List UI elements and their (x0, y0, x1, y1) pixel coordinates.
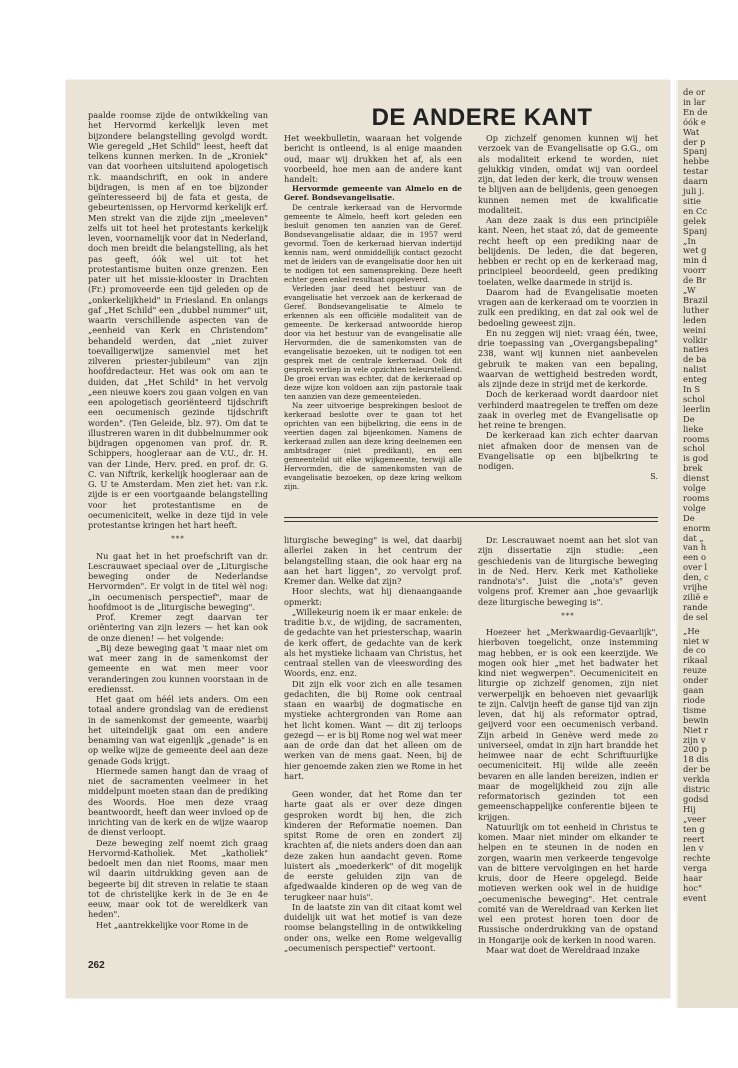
next-page-text-fragment: ten g (683, 823, 705, 834)
next-page-text-fragment: niet w (683, 635, 710, 646)
section-divider-stars: *** (561, 611, 575, 620)
next-page-text-fragment: Brazil (683, 294, 708, 305)
next-page-text-fragment: onder (683, 675, 708, 686)
paragraph: „Bij deze beweging gaat 't maar niet om wat meer zang in de samenkomst der gemeente en wat men meer voor veranderingen zou kunnen voorstaan in de erediensst. (88, 642, 268, 694)
next-page-text-fragment: naties (683, 344, 709, 355)
next-page-text-fragment: leden (683, 314, 707, 325)
next-page-text-fragment: „W (683, 285, 696, 295)
next-page-text-fragment: len v (683, 843, 704, 854)
next-page-text-fragment: In S (683, 384, 701, 394)
paragraph: Dr. Lescrauwaet noemt aan het slot van zijn dissertatie zijn studie: „een geschiedenis van de liturgische beweging in de Ned. Herv. Kerk met Katholieke randnota's". Juist die „nota's" geven volgens prof. Kremer aan „hoe gevaarlijk deze liturgische beweging is". (478, 535, 658, 607)
paragraph: paalde roomse zijde de ontwikkeling van het Hervormd kerkelijk leven met bijzondere belangstelling gevolgd wordt. Wie geregeld „Het Schild" leest, heeft dat telkens kunnen merken. In de „Kroniek" van dat voorheen uitsluitend apologetisch r.k. maandschrift, en ook in andere bijdragen, is men af en toe bijzonder geïnteresseerd bij de fata et gesta, de gebeurtenissen, op Hervormd kerkelijk erf. Men strekt van die zijde zijn „meeleven" zelfs uit tot heel het protestants kerkelijk leven, voornamelijk voor dat in Nederland, doch men breidt die belangstelling, als het pas geeft, óók wel uit tot het protestantisme buiten onze grenzen. Een pater uit het missie-klooster in Drachten (Fr.) promoveerde een tijd geleden op de „onkerkelijkheid" in Friesland. En onlangs gaf „Het Schild" een „dubbel nummer" uit, waarin verschillende aspecten van de „eenheid van Kerk en Christendom" behandeld werden, dat „niet zuiver toevalligerwijze samenviel met het zilveren priester-jubileum" van zijn hoofdredacteur. Het was ook om aan te duiden, dat „Het Schild" in het vervolg „een nieuwe koers zou gaan volgen en van een apologetisch georiënteerd tijdschrift een oecumenisch gezinde tijdschrift worden". (Ten Geleide, blz. 97). Om dat te illustreren waren in dit dubbelnummer ook bijdragen opgenomen van prof. dr. R. Schippers, hoogleraar aan de V.U., dr. H. van der Linde, Herv. pred. en prof. dr. G. C. van Niftrik, kerkelijk hoogleraar aan de G. U te Amsterdam. Men ziet het: van r.k. zijde is er een voortgaande belangstelling voor het protestantisme en de oecumeniciteit, welke in deze tijd in vele protestantse kringen het hart heeft. (88, 110, 268, 530)
next-page-text-fragment: lieke (683, 423, 704, 434)
paragraph: Hoezeer het „Merkwaardig-Gevaarlijk", hierboven toegelicht, onze instemming mag hebben, er is ook een keerzijde. We mogen ook hier „met het badwater het kind niet wegwerpen". Oecumeniciteit en liturgie op zichzelf genomen, zijn niet verwerpelijk en behoeven niet gevaarlijk te zijn. Calvijn heeft de ganse tijd van zijn leven, dat hij als reformator optrad, geijverd voor een oecumenisch verband. Zijn arbeid in Genève werd mede zo universeel, omdat in zijn hart brandde het heimwee naar de echt Schriftuurlijke oecumeniciteit. Hij wilde alle zeeën bevaren en alle landen bereizen, indien er maar de mogelijkheid zou zijn alle reformatorisch gezinden tot een gemeenschappelijke conferentie bijeen te krijgen. (478, 627, 658, 822)
paragraph: Hiermede samen hangt dan de vraag of niet de sacramenten veelmeer in het middelpunt moeten staan dan de prediking des Woords. Hoe men deze vraag beantwoordt, heeft dan weer invloed op de inrichting van de kerk en de wijze waarop de dienst verloopt. (88, 765, 268, 838)
next-page-text-fragment: haar (683, 873, 703, 884)
next-page-text-fragment: rooms (683, 492, 710, 503)
paragraph: liturgische beweging" is wel, dat daarbij allerlei zaken in het centrum der belangstelling staan, die ook haar erg na aan het hart liggen", zo vervolgt prof. Kremer dan. Welke dat zijn? (284, 535, 462, 586)
quote-paragraph: De centrale kerkeraad van de Hervormde gemeente te Almelo, heeft kort geleden een besluit genomen ten aanzien van de Geref. Bondsevangelisatie aldaar, die in 1957 werd gevormd. Toen de kerkeraad hiervan indertijd kennis nam, werd onmiddellijk contact gezocht met de leiders van de evangelisatie door hen uit te nodigen tot een samenspreking. Deze heeft echter geen enkel resultaat opgeleverd. (284, 202, 462, 284)
next-page-text-fragment: leerlin (683, 403, 711, 414)
next-page-text-fragment: enorm (683, 522, 711, 533)
paragraph: Natuurlijk om tot eenheid in Christus te komen. Maar niet minder om elkander te helpen en te steunen in de noden en zorgen, waarin men verkeerde tengevolge van de bittere vervolgingen en het harde kruis, door de Heere opgelegd. Beide motieven werken ook wel in de huidige „oecumenische beweging". Het centrale comité van de Wereldraad van Kerken liet wel een protest horen toen door de Russische onderdrukking van de opstand in Hongarije ook de kerken in nood waren. (478, 821, 658, 945)
next-page-text-fragment: gaan (683, 685, 704, 695)
paragraph: Daarom had de Evangelisatie moeten vragen aan de kerkeraad om te voorzien in zulk een prediking, en dat zal ook wel de bedoeling geweest zijn. (478, 286, 658, 328)
section-divider-stars: *** (171, 535, 185, 544)
paragraph: Nu gaat het in het proefschrift van dr. Lescrauwaet speciaal over de „Liturgische beweging onder de Nederlandse Hervormden". Er volgt in de titel wèl nog: „in oecumenisch perspectief", maar de hoofdmoot is de „liturgische beweging". (88, 550, 268, 612)
next-page-text-fragment: wet g (683, 245, 707, 256)
next-page-edge (676, 80, 738, 1008)
paragraph: Prof. Kremer zegt daarvan ter oriëntering van zijn lezers — het kan ook de onze dienen! — het volgende: (88, 612, 268, 643)
next-page-text-fragment: nalist (683, 364, 707, 375)
quoted-bulletin (284, 184, 462, 490)
next-page-text-fragment: een o (683, 552, 707, 563)
magazine-page (66, 80, 670, 998)
page-number: 262 (88, 960, 105, 971)
next-page-text-fragment: brek (683, 463, 703, 474)
next-page-text-fragment: Spanj (683, 225, 708, 236)
next-page-text-fragment: volge (683, 502, 706, 513)
signature: S. (650, 471, 658, 482)
paragraph: Het gaat om héél iets anders. Om een totaal andere grondslag van de eredienst in de samenkomst der gemeente, waarbij het uiteindelijk gaat om een andere benaming van wat eigenlijk „genade" is en op welke wijze de gemeente deel aan deze genade Gods krijgt. (88, 694, 268, 766)
next-page-text-fragment: van h (683, 542, 707, 553)
next-page-text-fragment: rande (683, 601, 708, 612)
next-page-text-fragment: volge (683, 483, 706, 493)
next-page-text-fragment: Niet r (683, 724, 708, 735)
next-page-text-fragment: gelek (683, 215, 707, 226)
next-page-text-fragment: is god (683, 453, 709, 464)
next-page-text-fragment: verga (683, 863, 708, 874)
next-page-text-fragment: riode (683, 694, 706, 705)
next-page-text-fragment: de ba (683, 354, 707, 365)
next-page-text-fragment: 200 p (683, 744, 708, 755)
next-page-text-fragment: hoc" (683, 883, 702, 893)
next-page-text-fragment: de co (683, 645, 706, 656)
paragraph: Deze beweging zelf noemt zich graag Hervormd-Katholiek. Met „katholiek" bedoelt men dan niet Rooms, maar men wil daarin uitdrukking geven aan de begeerte bij dit streven in relatie te staan tot de christelijke kerk in de 3e en 4e eeuw, maar ook tot de wereldkerk van heden". (88, 837, 268, 920)
next-page-text-fragment: rechte (683, 853, 711, 864)
paragraph: Geen wonder, dat het Rome dan ter harte gaat als er over deze dingen gesproken wordt bij hen, die zich kinderen der Reformatie noemen. Dan spitst Rome de oren en zondert zij krachten af, die niets anders doen dan aan deze zaken hun aandacht geven. Rome luistert als „moederkerk" of dit mogelijk de eerste geluiden zijn van de afgedwaalde kinderen op de weg van de terugkeer naar huis". (284, 789, 462, 902)
next-page-text-fragment: De (683, 512, 695, 523)
next-page-text-fragment: weini (683, 324, 706, 335)
paragraph: Op zichzelf genomen kunnen wij het verzoek van de Evangelisatie op G.G., om als modaliteit erkend te worden, niet gelukkig vinden, omdat wij van oordeel zijn, dat leden der kerk, die trouw wensen te blijven aan de belijdenis, geen genoegen kunnen nemen met de kwalificatie modaliteit. (478, 133, 658, 215)
next-page-text-fragment: En de (683, 106, 708, 117)
next-page-text-fragment: volkir (683, 334, 708, 345)
quote-paragraph: Verleden jaar deed het bestuur van de evangelisatie het verzoek aan de kerkeraad de Geref. Bondsevangelisatie te Almelo te erkennen als een officiële modaliteit van de gemeente. De kerkeraad antwoordde hierop door via het bestuur van de evangelisatie alle Hervormden, die de samenkomsten van de evangelisatie bezoeken, uit te nodigen tot een gesprek met de centrale kerkeraad. Ook dit gesprek verliep in vele opzichten teleurstellend. De groei ervan was echter, dat de kerkeraad op deze wijze kon voldoen aan zijn pastorale taak ten aanzien van deze gemeenteleden. (284, 283, 462, 401)
next-page-text-fragment: den, c (683, 572, 709, 583)
paragraph: Hoor slechts, wat hij dienaangaande opmerkt: (284, 586, 462, 607)
next-page-text-fragment: der p (683, 136, 706, 147)
next-page-text-fragment: en Cc (683, 205, 708, 216)
next-page-text-fragment: de or (683, 87, 706, 97)
next-page-text-fragment: godsd (683, 793, 709, 804)
middle-top-column (284, 133, 462, 508)
next-page-text-fragment: Wat (683, 126, 700, 137)
next-page-text-fragment: De (683, 413, 695, 424)
paragraph: In de laatste zin van dit citaat komt wel duidelijk uit wat het motief is van deze roomse belangstelling in de ontwikkeling onder ons, welke een Rome welgevallig „oecumenisch perspectief" vertoont. (284, 901, 462, 953)
next-page-text-fragment: bewin (683, 714, 709, 725)
next-page-text-fragment: over l (683, 562, 708, 573)
paragraph: Aan deze zaak is dus een principiële kant. Neen, het staat zó, dat de gemeente recht heeft op een prediking naar de belijdenis. De leden, die dat begeren, hebben er recht op en de kerkeraad mag, principieel beoordeeld, geen prediking toelaten, welke daarmede in strijd is. (478, 215, 658, 287)
next-page-text-fragment: event (683, 892, 707, 903)
next-page-text-fragment: 18 dis (683, 754, 709, 765)
spacer (284, 781, 462, 789)
section-rule (284, 517, 658, 522)
next-page-text-fragment: in lar (683, 96, 706, 107)
next-page-text-fragment: Hij (683, 803, 696, 814)
paragraph: Doch de kerkeraad wordt daardoor niet verhinderd maatregelen te treffen om deze zaak in overleg met de Evangelisatie op het reine te brengen. (478, 389, 658, 430)
next-page-text-fragment: „veer (683, 813, 706, 824)
next-page-text-fragment: voorr (683, 265, 706, 276)
next-page-text-fragment: zijn v (683, 734, 706, 745)
right-bottom-column (478, 535, 658, 955)
next-page-text-fragment: testar (683, 166, 708, 177)
next-page-text-fragment: min d (683, 255, 708, 266)
right-top-column (478, 133, 658, 508)
next-page-text-fragment: juli j. (683, 186, 705, 196)
quote-paragraph: Na zeer uitvoerige besprekingen besloot de kerkeraad beslotte over te gaan tot het oprichten van een bijbelkring, die eens in de veertien dagen zal bijeenkomen. Namens de kerkeraad zullen aan deze kring deelnemen een ambtsdrager (niet predikant), en een gemeentelid uit elke wijkgemeente, terwijl alle Hervormden, die de samenkomsten van de evangelisatie bezoeken, op deze kring welkom zijn. (284, 400, 462, 491)
next-page-text-fragment: vrijhe (683, 582, 708, 592)
next-page-text-fragment: „In (683, 235, 697, 246)
next-page-text-fragment: rooms (683, 433, 710, 444)
next-page-text-fragment: enteg (683, 374, 708, 385)
next-page-text-fragment: zilië e (683, 591, 709, 602)
quote-title: Hervormde gemeente van Almelo en de Geref. Bondsevangelisatie. (284, 184, 462, 203)
next-page-text-fragment: reert (683, 833, 705, 844)
next-page-text-fragment: luther (683, 304, 709, 315)
next-page-text-fragment: Spanj (683, 146, 708, 157)
next-page-text-fragment: rikaal (683, 655, 708, 666)
paragraph: De kerkeraad kan zich echter daarvan niet afmaken door de mensen van de Evangelisatie op een bijbelkring te nodigen. (478, 430, 658, 471)
next-page-text-fragment: de Br (683, 275, 707, 286)
paragraph: Het „aantrekkelijke voor Rome in de (96, 919, 249, 930)
next-page-text-fragment: „He (683, 625, 700, 636)
next-page-text-fragment: schol (683, 393, 706, 404)
next-page-text-fragment: der be (683, 764, 711, 775)
next-page-text-fragment: hebbe (683, 156, 710, 167)
next-page-text-fragment: sitie (683, 195, 701, 206)
paragraph: En nu zeggen wij niet: vraag één, twee, drie toepassing van „Overgangsbepaling" 238, want wij kunnen niet aanbevelen gebruik te maken van een bepaling, waarvan de wettigheid bestreden wordt, als zijnde deze in strijd met de kerkorde. (478, 327, 658, 389)
paragraph: Dit zijn elk voor zich en alle tesamen gedachten, die bij Rome ook centraal staan en waarbij de dogmatische en mystieke achtergronden van Rome aan het licht komen. Want — dit zij terloops gezegd — er is bij Rome nog wel wat meer aan de orde dan dat het alleen om de werken van de mens gaat. Neen, bij de hier genoemde zaken zien we Rome in het hart. (284, 678, 462, 781)
middle-bottom-column (284, 535, 462, 955)
page-headline: DE ANDERE KANT (371, 104, 593, 131)
next-page-text-fragment: óók e (683, 116, 706, 127)
next-page-text-fragment: distric (683, 784, 711, 794)
next-page-text-fragment: de sel (683, 611, 708, 622)
next-page-text-fragment: daarn (683, 176, 708, 187)
paragraph: „Willekeurig noem ik er maar enkele: de traditie b.v., de wijding, de sacramenten, de gedachte van het priesterschap, waarin de kerk offert, de gedachte van de kerk als het mystieke lichaam van Christus, het centraal stellen van de vleeswording des Woords, enz. enz. (284, 606, 462, 679)
next-page-text-fragment: dat „ (683, 532, 704, 543)
next-page-text-fragment: tisme (683, 704, 707, 715)
intro-paragraph: Het weekbulletin, waaraan het volgende bericht is ontleend, is al enige maanden oud, maar wij drukken het af, als een voorbeeld, hoe men aan de andere kant handelt: (284, 133, 462, 184)
next-page-text-fragment: schol (683, 443, 706, 454)
next-page-text-fragment: reuze (683, 665, 707, 676)
next-page-text-fragment: verkla (683, 774, 710, 785)
left-column (88, 110, 268, 954)
paragraph: Maar wat doet de Wereldraad inzake (486, 944, 640, 955)
next-page-text-fragment: dienst (683, 473, 710, 484)
